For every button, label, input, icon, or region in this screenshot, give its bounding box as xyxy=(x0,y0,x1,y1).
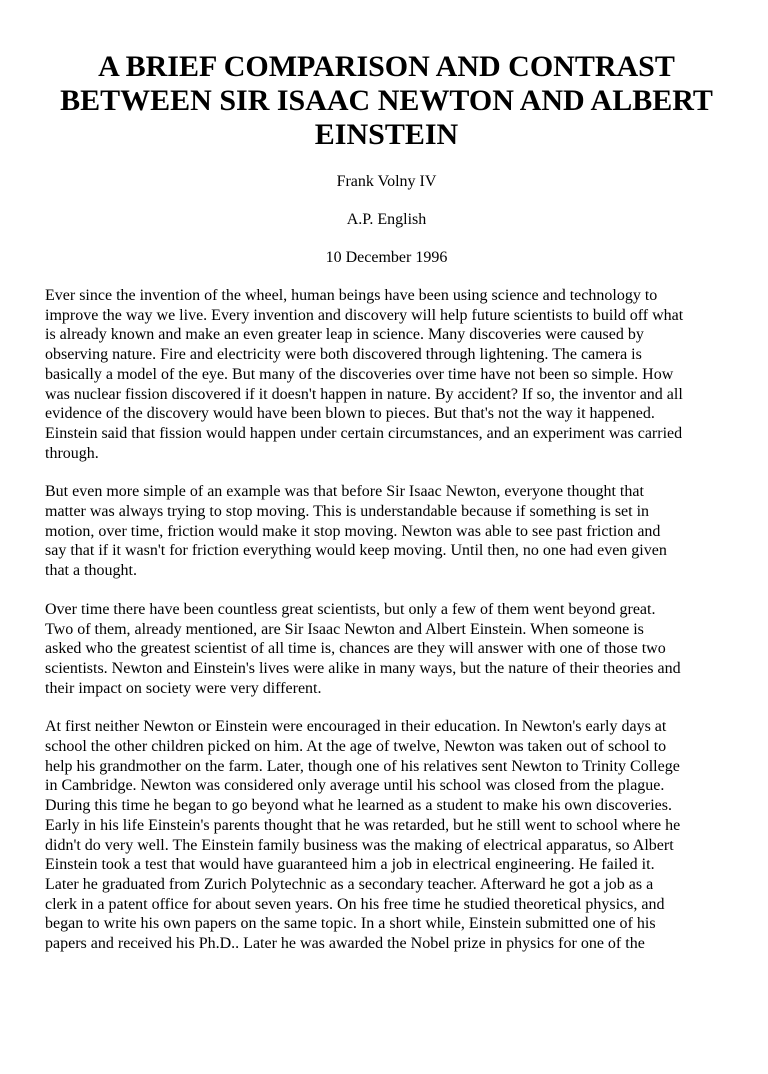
body-paragraph xyxy=(45,286,728,463)
title-line: BETWEEN SIR ISAAC NEWTON AND ALBERT xyxy=(60,84,713,117)
paragraph-line: help his grandmother on the farm. Later, though one of his relatives sent Newton to Trinity College xyxy=(45,757,680,775)
body-paragraph xyxy=(45,600,728,699)
paragraph-line: matter was always trying to stop moving. This is understandable because if something is set in xyxy=(45,503,650,521)
paragraph-line: Early in his life Einstein's parents thought that he was retarded, but he still went to school where he xyxy=(45,816,681,834)
paragraph-line: Einstein said that fission would happen under certain circumstances, and an experiment was carried xyxy=(45,424,683,442)
paragraph-line: that a thought. xyxy=(45,562,137,580)
paragraph-line: Over time there have been countless great scientists, but only a few of them went beyond great. xyxy=(45,600,656,618)
paragraph-line: their impact on society were very different. xyxy=(45,679,322,697)
paragraph-line: didn't do very well. The Einstein family business was the making of electrical apparatus, so Albert xyxy=(45,836,674,854)
paragraph-line: scientists. Newton and Einstein's lives were alike in many ways, but the nature of their theories and xyxy=(45,659,681,677)
document-title xyxy=(45,50,728,152)
document-page xyxy=(0,50,768,1074)
paragraph-line: was nuclear fission discovered if it doesn't happen in nature. By accident? If so, the inventor and all xyxy=(45,385,683,403)
paragraph-line: is already known and make an even greater leap in science. Many discoveries were caused by xyxy=(45,326,644,344)
document-date: 10 December 1996 xyxy=(325,249,448,266)
title-line: A BRIEF COMPARISON AND CONTRAST xyxy=(98,50,675,83)
author-name: Frank Volny IV xyxy=(336,173,437,190)
paragraph-line: Later he graduated from Zurich Polytechnic as a secondary teacher. Afterward he got a job as a xyxy=(45,875,654,893)
title-line: EINSTEIN xyxy=(314,118,459,151)
paragraph-line: evidence of the discovery would have been blown to pieces. But that's not the way it happened. xyxy=(45,405,655,423)
paragraph-line: observing nature. Fire and electricity were both discovered through lightening. The camera is xyxy=(45,346,642,364)
paragraph-line: motion, over time, friction would make it stop moving. Newton was able to see past friction and xyxy=(45,522,661,540)
paragraph-line: papers and received his Ph.D.. Later he was awarded the Nobel prize in physics for one of the xyxy=(45,935,645,953)
body-paragraph xyxy=(45,482,728,581)
document-body xyxy=(45,286,728,954)
paragraph-line: in Cambridge. Newton was considered only average until his school was closed from the plague. xyxy=(45,777,665,795)
body-paragraph xyxy=(45,717,728,953)
paragraph-line: During this time he began to go beyond what he learned as a student to make his own discoveries. xyxy=(45,797,672,815)
paragraph-line: asked who the greatest scientist of all time is, chances are they will answer with one of those two xyxy=(45,640,666,658)
paragraph-line: basically a model of the eye. But many of the discoveries over time have not been so simple. How xyxy=(45,365,674,383)
paragraph-line: Two of them, already mentioned, are Sir Isaac Newton and Albert Einstein. When someone is xyxy=(45,620,644,638)
paragraph-line: through. xyxy=(45,444,99,462)
course-name: A.P. English xyxy=(346,211,427,228)
paragraph-line: clerk in a patent office for about seven years. On his free time he studied theoretical physics, and xyxy=(45,895,665,913)
paragraph-line: improve the way we live. Every invention and discovery will help future scientists to build off what xyxy=(45,306,684,324)
paragraph-line: began to write his own papers on the same topic. In a short while, Einstein submitted one of his xyxy=(45,915,656,933)
paragraph-line: Ever since the invention of the wheel, human beings have been using science and technology to xyxy=(45,287,658,304)
paragraph-line: say that if it wasn't for friction everything would keep moving. Until then, no one had even given xyxy=(45,542,667,560)
paragraph-line: At first neither Newton or Einstein were encouraged in their education. In Newton's early days at xyxy=(45,718,667,736)
paragraph-line: school the other children picked on him. At the age of twelve, Newton was taken out of school to xyxy=(45,738,667,756)
paragraph-line: But even more simple of an example was that before Sir Isaac Newton, everyone thought that xyxy=(45,483,644,501)
paragraph-line: Einstein took a test that would have guaranteed him a job in electrical engineering. He failed it. xyxy=(45,856,655,874)
